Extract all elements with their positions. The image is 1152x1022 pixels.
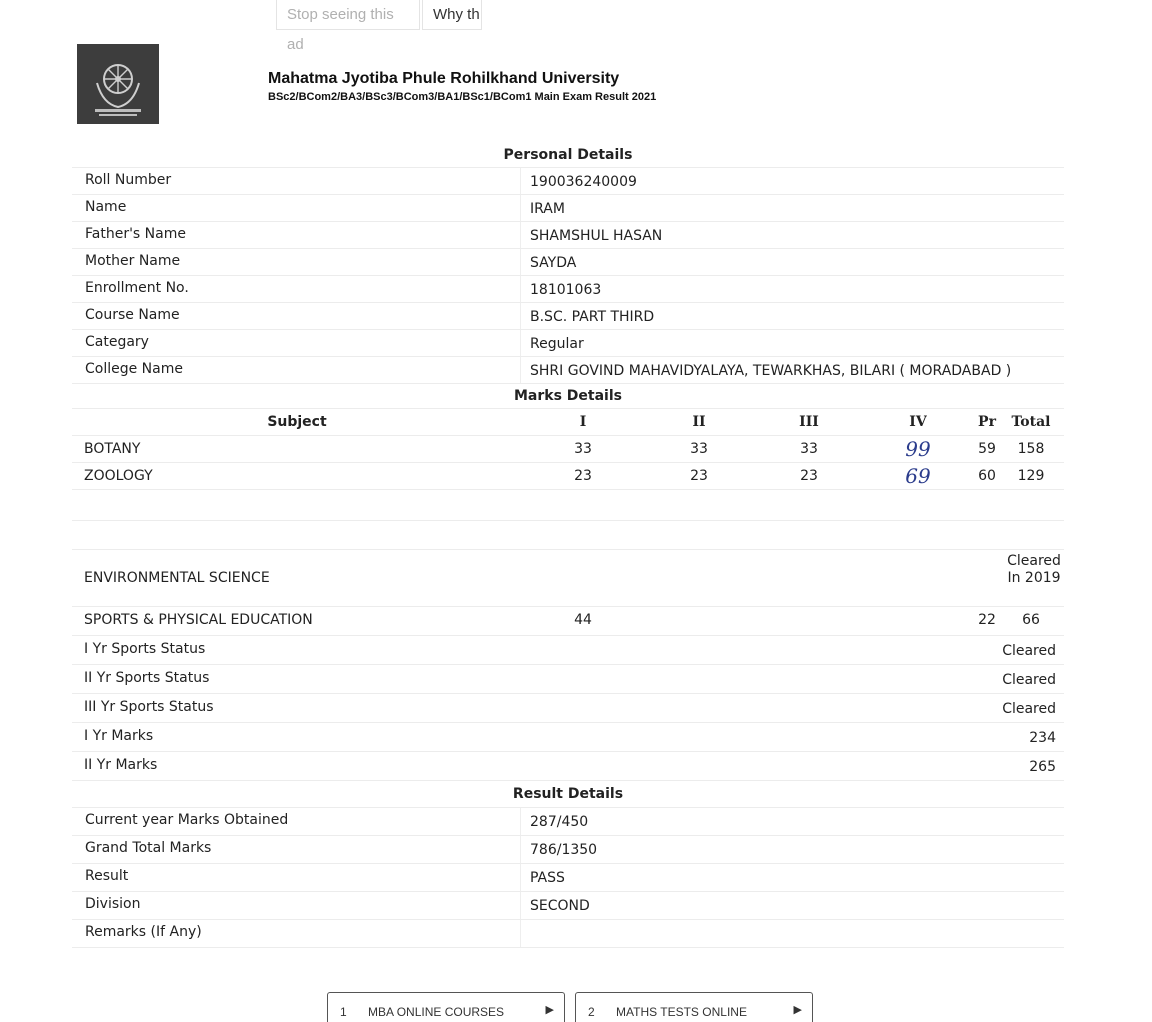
result-label: Remarks (If Any) bbox=[85, 924, 202, 940]
marks-details-heading: Marks Details bbox=[72, 384, 1064, 409]
result-value: PASS bbox=[530, 870, 565, 886]
detail-row-mother-name bbox=[72, 249, 1064, 276]
status-label: I Yr Marks bbox=[84, 728, 154, 744]
mark-ii: 33 bbox=[690, 441, 708, 457]
result-value: 786/1350 bbox=[530, 842, 598, 858]
personal-details-heading: Personal Details bbox=[72, 143, 1064, 168]
result-row bbox=[72, 808, 1064, 836]
mark-iii: 23 bbox=[800, 468, 818, 484]
env-status: Cleared In 2019 bbox=[1007, 553, 1061, 586]
mark-total: 129 bbox=[1017, 468, 1045, 484]
detail-label: Enrollment No. bbox=[85, 280, 189, 296]
header-iii: III bbox=[799, 414, 819, 430]
marks-row-sports bbox=[72, 607, 1064, 636]
bottom-ad-links bbox=[327, 992, 813, 1022]
mark-iv-handwritten: 69 bbox=[905, 464, 931, 488]
detail-row-category bbox=[72, 330, 1064, 357]
result-label: Grand Total Marks bbox=[85, 840, 212, 856]
marks-row-botany bbox=[72, 436, 1064, 463]
mark-pr: 22 bbox=[978, 612, 996, 628]
mark-iv-handwritten: 99 bbox=[905, 437, 931, 461]
status-value: Cleared bbox=[1002, 643, 1056, 659]
header-subject: Subject bbox=[267, 414, 327, 430]
exam-title: BSc2/BCom2/BA3/BSc3/BCom3/BA1/BSc1/BCom1 Main Exam Result 2021 bbox=[268, 91, 657, 103]
detail-value: SHAMSHUL HASAN bbox=[530, 228, 663, 244]
ad-link-label: MATHS TESTS ONLINE bbox=[616, 1005, 747, 1019]
detail-value: IRAM bbox=[530, 201, 565, 217]
play-arrow-icon: ▶ bbox=[545, 1004, 554, 1016]
detail-label: Father's Name bbox=[85, 226, 186, 242]
result-row bbox=[72, 836, 1064, 864]
ad-link-maths-tests[interactable] bbox=[575, 992, 813, 1022]
mark-pr: 59 bbox=[978, 441, 996, 457]
result-details-heading: Result Details bbox=[72, 781, 1064, 808]
status-row bbox=[72, 636, 1064, 665]
marks-empty-row bbox=[72, 490, 1064, 521]
status-value: 234 bbox=[1029, 730, 1056, 746]
detail-label: Roll Number bbox=[85, 172, 172, 188]
detail-label: Name bbox=[85, 199, 127, 215]
ad-link-mba-courses[interactable] bbox=[327, 992, 565, 1022]
result-row bbox=[72, 864, 1064, 892]
detail-row-father-name bbox=[72, 222, 1064, 249]
subject-name: SPORTS & PHYSICAL EDUCATION bbox=[84, 612, 313, 628]
result-row bbox=[72, 920, 1064, 948]
marks-empty-row bbox=[72, 521, 1064, 550]
mark-pr: 60 bbox=[978, 468, 996, 484]
result-label: Current year Marks Obtained bbox=[85, 812, 289, 828]
status-label: I Yr Sports Status bbox=[84, 641, 206, 657]
detail-value: SHRI GOVIND MAHAVIDYALAYA, TEWARKHAS, BILARI ( MORADABAD ) bbox=[530, 363, 1012, 379]
subject-name: ENVIRONMENTAL SCIENCE bbox=[84, 570, 270, 586]
stop-seeing-ad-button[interactable]: Stop seeing this ad bbox=[276, 0, 420, 30]
status-value: Cleared bbox=[1002, 672, 1056, 688]
result-label: Division bbox=[85, 896, 141, 912]
ad-link-number: 1 bbox=[340, 1005, 347, 1019]
university-name: Mahatma Jyotiba Phule Rohilkhand University bbox=[268, 70, 620, 87]
why-this-ad-button[interactable]: Why th bbox=[422, 0, 482, 30]
header-i: I bbox=[579, 414, 587, 430]
mark-i: 44 bbox=[574, 612, 592, 628]
status-label: II Yr Sports Status bbox=[84, 670, 210, 686]
header-ii: II bbox=[692, 414, 706, 430]
detail-label: College Name bbox=[85, 361, 183, 377]
status-label: III Yr Sports Status bbox=[84, 699, 214, 715]
result-value: 287/450 bbox=[530, 814, 589, 830]
marks-row-zoology bbox=[72, 463, 1064, 490]
play-arrow-icon: ▶ bbox=[793, 1004, 802, 1016]
mark-iii: 33 bbox=[800, 441, 818, 457]
mark-total: 66 bbox=[1022, 612, 1040, 628]
detail-value: B.SC. PART THIRD bbox=[530, 309, 655, 325]
detail-row-roll-number bbox=[72, 168, 1064, 195]
result-value: SECOND bbox=[530, 898, 590, 914]
subject-name: BOTANY bbox=[84, 441, 141, 457]
header-total: Total bbox=[1011, 414, 1051, 430]
detail-label: Categary bbox=[85, 334, 149, 350]
header-iv: IV bbox=[909, 414, 927, 430]
detail-value: 190036240009 bbox=[530, 174, 637, 190]
wheel-emblem-icon bbox=[83, 49, 153, 119]
result-sheet bbox=[72, 143, 1064, 948]
status-label: II Yr Marks bbox=[84, 757, 158, 773]
detail-row-college bbox=[72, 357, 1064, 384]
detail-value: 18101063 bbox=[530, 282, 602, 298]
detail-value: Regular bbox=[530, 336, 584, 352]
mark-i: 23 bbox=[574, 468, 592, 484]
detail-value: SAYDA bbox=[530, 255, 577, 271]
ad-bar bbox=[276, 0, 482, 53]
status-value: 265 bbox=[1029, 759, 1056, 775]
subject-name: ZOOLOGY bbox=[84, 468, 153, 484]
header-pr: Pr bbox=[978, 414, 996, 430]
status-row bbox=[72, 723, 1064, 752]
mark-total: 158 bbox=[1017, 441, 1045, 457]
detail-label: Course Name bbox=[85, 307, 180, 323]
ad-link-number: 2 bbox=[588, 1005, 595, 1019]
result-row bbox=[72, 892, 1064, 920]
status-row bbox=[72, 694, 1064, 723]
detail-row-course bbox=[72, 303, 1064, 330]
mark-ii: 23 bbox=[690, 468, 708, 484]
detail-label: Mother Name bbox=[85, 253, 181, 269]
marks-row-environmental-science bbox=[72, 550, 1064, 607]
mark-i: 33 bbox=[574, 441, 592, 457]
ad-link-label: MBA ONLINE COURSES bbox=[368, 1005, 505, 1019]
status-row bbox=[72, 752, 1064, 781]
detail-row-name bbox=[72, 195, 1064, 222]
marks-header-row bbox=[72, 409, 1064, 436]
status-row bbox=[72, 665, 1064, 694]
status-value: Cleared bbox=[1002, 701, 1056, 717]
university-logo bbox=[77, 44, 159, 124]
detail-row-enrollment bbox=[72, 276, 1064, 303]
result-label: Result bbox=[85, 868, 129, 884]
